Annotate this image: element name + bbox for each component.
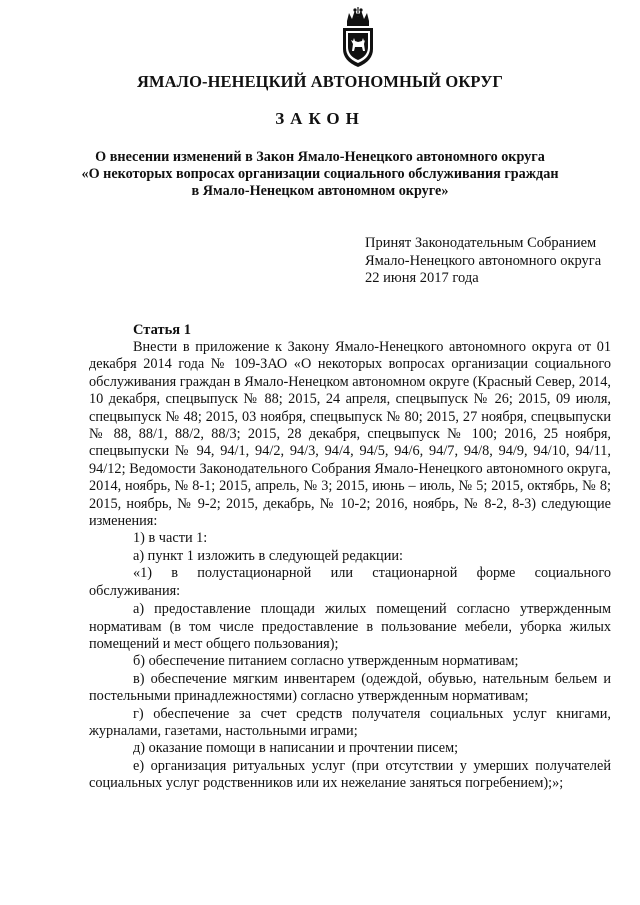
law-subtitle <box>60 149 580 200</box>
subtitle-line: «О некоторых вопросах организации социального обслуживания граждан <box>81 166 559 182</box>
subtitle-line: в Ямало-Ненецком автономном округе» <box>191 183 449 199</box>
article-paragraph: 1) в части 1: <box>133 530 208 547</box>
adoption-line: Ямало-Ненецкого автономного округа <box>365 252 602 269</box>
coat-of-arms-icon <box>338 7 378 69</box>
adoption-line: 22 июня 2017 года <box>365 270 479 286</box>
article-paragraph: е) организация ритуальных услуг (при отсутствии у умерших получателей социальных услуг родственников или их нежелание заняться погребением);»; <box>89 757 611 792</box>
article-paragraph: в) обеспечение мягким инвентарем (одеждой, обувью, нательным бельем и постельными принадлежностями) согласно утвержденным нормативам; <box>89 670 611 705</box>
region-name: ЯМАЛО-НЕНЕЦКИЙ АВТОНОМНЫЙ ОКРУГ <box>136 72 504 91</box>
article-paragraph: б) обеспечение питанием согласно утвержденным нормативам; <box>133 653 519 670</box>
article-paragraph: д) оказание помощи в написании и прочтении писем; <box>133 740 459 757</box>
adoption-line: Принят Законодательным Собранием <box>365 235 597 251</box>
subtitle-line: О внесении изменений в Закон Ямало-Ненецкого автономного округа <box>95 149 545 165</box>
article-heading: Статья 1 <box>133 322 191 338</box>
article-paragraph: «1) в полустационарной или стационарной форме социального обслуживания: <box>89 565 611 599</box>
article-paragraph: г) обеспечение за счет средств получателя социальных услуг книгами, журналами, газетами, настольными играми; <box>89 705 611 739</box>
article-paragraph: Внести в приложение к Закону Ямало-Ненецкого автономного округа от 01 декабря 2014 года № 109-ЗАО «О некоторых вопросах организации социального обслуживания граждан в Ямало-Ненецком автономном округе (Красный Север, 2014, 10 декабря, спецвыпуск № 88; 2015, 24 апреля, спецвыпуск № 26; 2015, 09 июля, спецвыпуск № 48; 2015, 03 ноября, спецвыпуск № 80; 2015, 27 ноября, спецвыпуски № 88, 88/1, 88/2, 88/3; 2015, 28 декабря, спецвыпуск № 100; 2016, 25 ноября, спецвыпуски № 94, 94/1, 94/2, 94/3, 94/4, 94/5, 94/6, 94/7, 94/8, 94/9, 94/10, 94/11, 94/12; Ведомости Законодательного Собрания Ямало-Ненецкого автономного округа, 2014, ноябрь, № 8-1; 2015, апрель, № 3; 2015, июнь – июль, № 5; 2015, октябрь, № 8; 2015, ноябрь, № 9-2; 2015, декабрь, № 10-2; 2016, ноябрь, № 8-2, 8-3) следующие изменения: <box>89 339 611 530</box>
article-body <box>89 339 611 793</box>
adoption-note <box>365 235 635 288</box>
article-paragraph: а) пункт 1 изложить в следующей редакции: <box>133 547 403 564</box>
article-paragraph: а) предоставление площади жилых помещений согласно утвержденным нормативам (в том числе предоставление в пользование мебели, уборка жилых помещений и мест общего пользования); <box>89 601 611 652</box>
document-type: ЗАКОН <box>275 109 365 128</box>
